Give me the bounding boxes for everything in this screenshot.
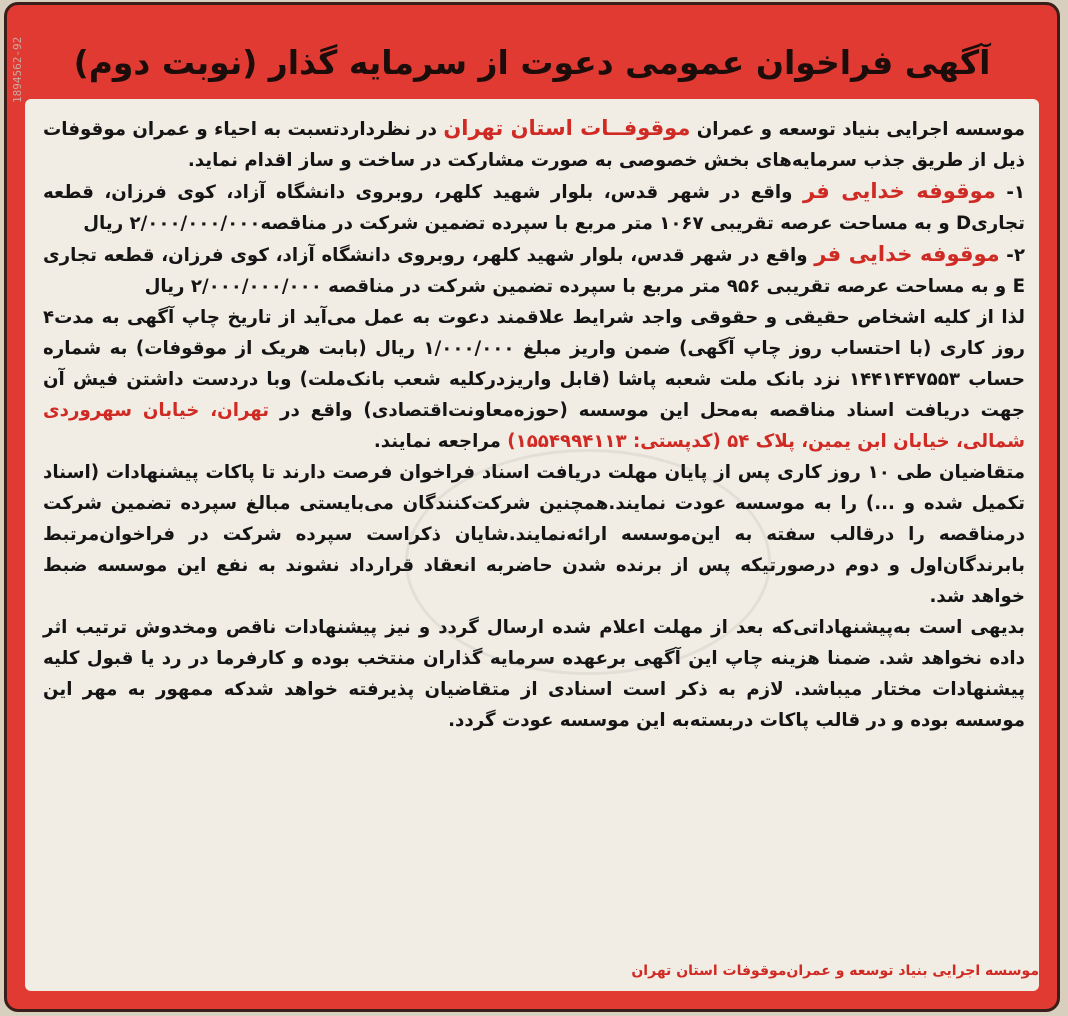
ad-text [43,113,1025,736]
intro-before: موسسه اجرایی بنیاد توسعه و عمران [696,119,1025,140]
ad-body [25,99,1039,991]
intro-paragraph [43,113,1025,176]
ad-signature: موسسه اجرایی بنیاد توسعه و عمران‌موقوفات استان تهران [631,963,1039,979]
invitation-end: مراجعه نمایند. [373,431,501,452]
item-2-description: واقع در شهر قدس، بلوار شهید کلهر، روبروی دانشگاه آزاد، کوی فرزان، قطعه تجاری E و به مساحت عرصه تقریبی ۹۵۶ متر مربع با سپرده تضمین شرکت در مناقصه ۲/۰۰۰/۰۰۰/۰۰۰ ریال [43,245,1025,297]
submission-paragraph: متقاضیان طی ۱۰ روز کاری پس از پایان مهلت دریافت اسناد فراخوان فرصت دارند تا پاکات پیشنهادات (اسناد تکمیل شده و ...) را به موسسه عودت نمایند.همچنین شرکت‌کنندگان می‌بایستی مبالغ سپرده تضمین شرکت درمناقصه را درقالب سفته به این‌موسسه ارائه‌نمایند.شایان ذکراست سپرده شرکت در فراخوان‌مرتبط بابرندگان‌اول و دوم درصورتیکه پس از برنده شدن حاضربه انعقاد قرارداد نشوند به نفع این موسسه ضبط خواهد شد. [43,462,1025,607]
invitation-paragraph [43,302,1025,457]
item-2-number: ۲- [1006,245,1025,266]
advertisement-frame [4,2,1060,1012]
item-2 [43,239,1025,302]
invitation-text: لذا از کلیه اشخاص حقیقی و حقوقی واجد شرایط علاقمند دعوت به عمل می‌آید از تاریخ چاپ آگهی به مدت۴ روز کاری (با احتساب روز چاپ آگهی) ضمن واریز مبلغ ۱/۰۰۰/۰۰۰ ریال (بابت هریک از موقوفات) به شماره حساب ۱۴۴۱۴۴۷۵۵۳ نزد بانک ملت شعبه پاشا (قابل واریزدرکلیه شعب بانک‌ملت) وبا دردست داشتن فیش آن جهت دریافت اسناد مناقصه به‌محل این موسسه (حوزه‌معاونت‌اقتصادی) واقع در [43,307,1025,421]
office-address: تهران، خیابان سهروردی شمالی، خیابان ابن یمین، پلاک ۵۴ (کدپستی: ۱۵۵۴۹۹۴۱۱۳) [43,400,1025,452]
item-2-name: موقوفه خدایی فر [814,242,1000,266]
conditions-paragraph: بدیهی است به‌پیشنهاداتی‌که بعد از مهلت اعلام شده ارسال گردد و نیز پیشنهادات ناقص ومخدوش ترتیب اثر داده نخواهد شد. ضمنا هزینه چاپ این آگهی برعهده سرمایه گذاران منتخب بوده و کارفرما در رد یا قبول کلیه پیشنهادات مختار میباشد. لازم به ذکر است اسنادی از متقاضیان پذیرفته خواهد شدکه ممهور به مهر این موسسه بوده و در قالب پاکات دربسته‌به این موسسه عودت گردد. [43,617,1025,731]
item-1 [43,176,1025,239]
org-name: موقوفــات استان تهران [443,116,691,140]
ad-title: آگهی فراخوان عمومی دعوت از سرمایه گذار (نوبت دوم) [73,43,991,82]
item-1-description: واقع در شهر قدس، بلوار شهید کلهر، روبروی دانشگاه آزاد، کوی فرزان، قطعه تجاریD و به مساحت عرصه تقریبی ۱۰۶۷ متر مربع با سپرده تضمین شرکت در مناقصه۲/۰۰۰/۰۰۰/۰۰۰ ریال [43,182,1025,234]
item-1-number: ۱- [1006,182,1025,203]
intro-after: در نظرداردتسبت به احیاء و عمران موقوفات ذیل از طریق جذب سرمایه‌های بخش خصوصی به صورت مشارکت در ساخت و ساز اقدام نماید. [43,119,1025,171]
item-1-name: موقوفه خدایی فر [802,179,996,203]
clipping-stamp: 1894562-92 [11,36,24,103]
